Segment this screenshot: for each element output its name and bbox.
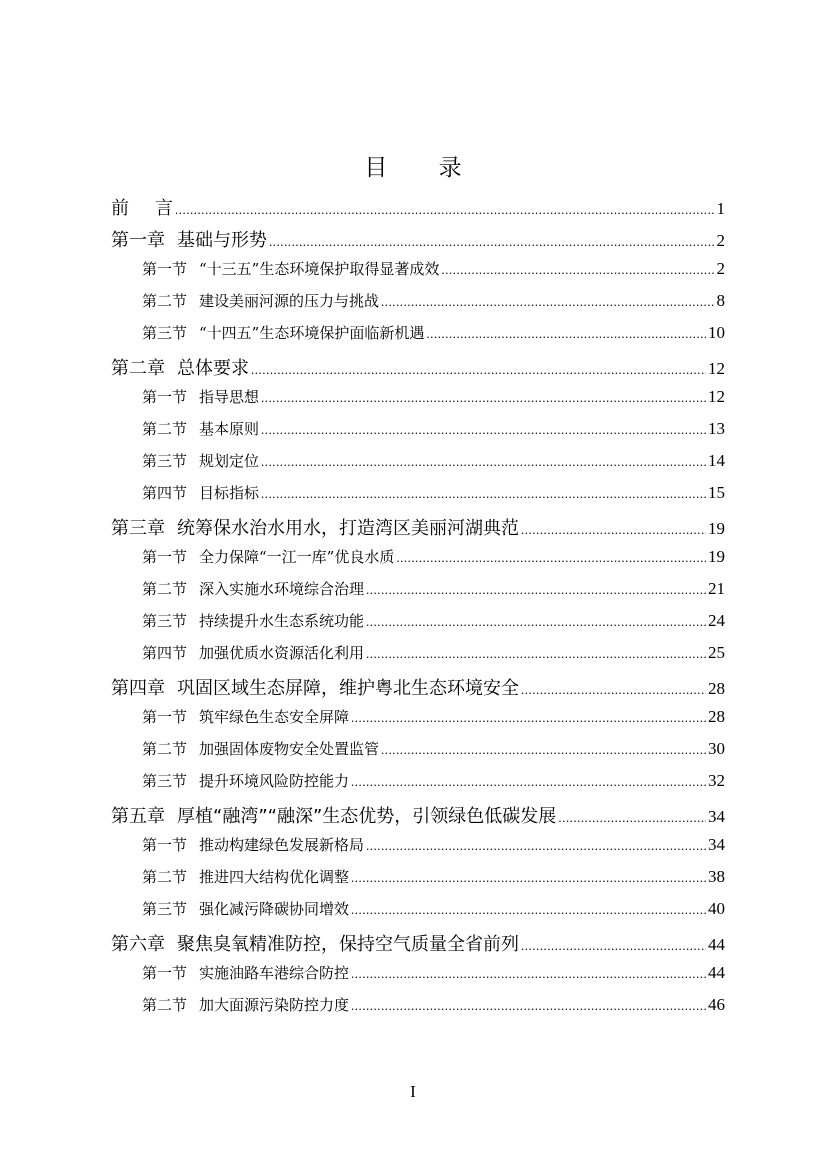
- toc-entry-label: [111, 674, 519, 700]
- toc-entry-number: 第三节: [142, 772, 188, 790]
- toc-entry-title: 加大面源污染防控力度: [199, 996, 350, 1014]
- toc-entry-label: [142, 898, 349, 919]
- toc-chapter-entry[interactable]: [111, 798, 725, 830]
- toc-entry-label: [142, 546, 394, 567]
- toc-entry-title: “十四五”生态环境保护面临新机遇: [199, 324, 425, 342]
- toc-entry-page-number: 25: [708, 643, 725, 662]
- toc-entry-label: [142, 770, 349, 791]
- toc-entry-number: 第三节: [142, 452, 188, 470]
- toc-entry-title: 厚植“融湾”“融深”生态优势，引领绿色低碳发展: [177, 806, 557, 827]
- toc-chapter-entry[interactable]: [111, 190, 725, 222]
- toc-entry-number: 第一节: [142, 964, 188, 982]
- toc-entry-label: [142, 258, 439, 279]
- toc-entry-title: 提升环境风险防控能力: [199, 772, 350, 790]
- dot-leader: [381, 742, 706, 758]
- toc-section-entry[interactable]: [111, 414, 725, 446]
- toc-entry-page-number: 34: [708, 835, 725, 854]
- toc-entry-label: [111, 226, 267, 252]
- toc-section-entry[interactable]: [111, 478, 725, 510]
- toc-chapter-entry[interactable]: [111, 222, 725, 254]
- toc-entry-number: 第一节: [142, 708, 188, 726]
- toc-entry-page-number: 19: [708, 519, 725, 538]
- toc-entry-title: 规划定位: [199, 452, 260, 470]
- toc-entry-page-number: 44: [708, 935, 725, 954]
- toc-entry-page-number: 32: [708, 771, 725, 790]
- dot-leader: [366, 582, 706, 598]
- toc-entry-page-number: 46: [708, 995, 725, 1014]
- toc-entry-title: “十三五”生态环境保护取得显著成效: [199, 260, 440, 278]
- toc-entry-page-number: 12: [708, 387, 725, 406]
- toc-entry-label: [142, 290, 379, 311]
- toc-entry-label: [111, 802, 556, 828]
- toc-entry-page-number: 40: [708, 899, 725, 918]
- toc-entry-page-number: 38: [708, 867, 725, 886]
- dot-leader: [426, 326, 706, 342]
- toc-entry-label: [142, 962, 349, 983]
- toc-entry-label: [142, 866, 349, 887]
- page-title: 目 录: [364, 155, 484, 181]
- toc-entry-number: 第一节: [142, 388, 188, 406]
- toc-entry-number: 第二节: [142, 996, 188, 1014]
- toc-section-entry[interactable]: [111, 990, 725, 1022]
- toc-entry-page-number: 14: [708, 451, 725, 470]
- toc-section-entry[interactable]: [111, 734, 725, 766]
- dot-leader: [521, 522, 706, 538]
- toc-chapter-entry[interactable]: [111, 350, 725, 382]
- dot-leader: [261, 422, 706, 438]
- toc-entry-label: [142, 994, 349, 1015]
- toc-entry-page-number: 10: [708, 323, 725, 342]
- toc-entry-label: [111, 194, 173, 220]
- toc-entry-title: 筑牢绿色生态安全屏障: [199, 708, 350, 726]
- toc-entry-label: [142, 482, 259, 503]
- toc-entry-number: 第四节: [142, 484, 188, 502]
- toc-entry-number: 第三节: [142, 900, 188, 918]
- footer-page-number: I: [410, 1082, 416, 1101]
- toc-entry-page-number: 19: [708, 547, 725, 566]
- toc-section-entry[interactable]: [111, 638, 725, 670]
- dot-leader: [351, 710, 706, 726]
- toc-entry-title: 建设美丽河源的压力与挑战: [199, 292, 380, 310]
- toc-entry-title: 持续提升水生态系统功能: [199, 612, 365, 630]
- dot-leader: [351, 902, 706, 918]
- toc-entry-label: [142, 834, 364, 855]
- toc-entry-title: 基础与形势: [177, 230, 267, 251]
- toc-entry-title: 实施油路车港综合防控: [199, 964, 350, 982]
- toc-entry-title: 统筹保水治水用水，打造湾区美丽河湖典范: [177, 518, 519, 539]
- toc-entry-page-number: 12: [708, 359, 725, 378]
- toc-section-entry[interactable]: [111, 830, 725, 862]
- toc-entry-label: [142, 450, 259, 471]
- dot-leader: [441, 262, 714, 278]
- toc-chapter-entry[interactable]: [111, 510, 725, 542]
- dot-leader: [251, 362, 706, 378]
- toc-entry-number: 第一节: [142, 260, 188, 278]
- toc-entry-page-number: 8: [716, 291, 725, 310]
- toc-entry-number: 第二章: [111, 358, 165, 379]
- toc-entry-number: 第三节: [142, 612, 188, 630]
- toc-entry-title: 加强固体废物安全处置监管: [199, 740, 380, 758]
- toc-section-entry[interactable]: [111, 862, 725, 894]
- toc-entry-number: 第四节: [142, 644, 188, 662]
- dot-leader: [351, 774, 706, 790]
- toc-entry-title: 基本原则: [199, 420, 260, 438]
- toc-entry-number: 第四章: [111, 678, 165, 699]
- toc-entry-label: [111, 930, 519, 956]
- toc-section-entry[interactable]: [111, 574, 725, 606]
- dot-leader: [558, 810, 706, 826]
- toc-chapter-entry[interactable]: [111, 670, 725, 702]
- toc-entry-number: 第五章: [111, 806, 165, 827]
- toc-entry-number: 第二节: [142, 868, 188, 886]
- toc-entry-number: 第二节: [142, 292, 188, 310]
- dot-leader: [366, 646, 706, 662]
- toc-entry-number: 第二节: [142, 420, 188, 438]
- toc-entry-number: 前: [111, 198, 129, 219]
- dot-leader: [175, 202, 715, 218]
- toc-section-entry[interactable]: [111, 318, 725, 350]
- toc-entry-title: 总体要求: [177, 358, 249, 379]
- toc-entry-page-number: 24: [708, 611, 725, 630]
- toc-section-entry[interactable]: [111, 382, 725, 414]
- toc-entry-page-number: 2: [716, 259, 725, 278]
- toc-entry-page-number: 2: [716, 231, 725, 250]
- toc-chapter-entry[interactable]: [111, 926, 725, 958]
- dot-leader: [351, 966, 706, 982]
- dot-leader: [261, 486, 706, 502]
- toc-section-entry[interactable]: [111, 254, 725, 286]
- toc-entry-number: 第三节: [142, 324, 188, 342]
- toc-entry-title: 深入实施水环境综合治理: [199, 580, 365, 598]
- toc-entry-number: 第一节: [142, 836, 188, 854]
- toc-entry-page-number: 28: [708, 679, 725, 698]
- toc-entry-page-number: 15: [708, 483, 725, 502]
- toc-entry-title: 聚焦臭氧精准防控，保持空气质量全省前列: [177, 934, 519, 955]
- toc-entry-title: 目标指标: [199, 484, 260, 502]
- toc-entry-page-number: 13: [708, 419, 725, 438]
- toc-entry-page-number: 44: [708, 963, 725, 982]
- toc-entry-title: 加强优质水资源活化利用: [199, 644, 365, 662]
- toc-entry-label: [142, 418, 259, 439]
- dot-leader: [521, 682, 706, 698]
- toc-entry-title: 巩固区域生态屏障，维护粤北生态环境安全: [177, 678, 519, 699]
- toc-entry-number: 第二节: [142, 580, 188, 598]
- dot-leader: [261, 390, 706, 406]
- dot-leader: [366, 614, 706, 630]
- toc-section-entry[interactable]: [111, 958, 725, 990]
- toc-entry-number: 第三章: [111, 518, 165, 539]
- dot-leader: [269, 234, 715, 250]
- dot-leader: [261, 454, 706, 470]
- toc-entry-label: [142, 610, 364, 631]
- toc-section-entry[interactable]: [111, 286, 725, 318]
- toc-entry-number: 第六章: [111, 934, 165, 955]
- toc-section-entry[interactable]: [111, 542, 725, 574]
- dot-leader: [351, 870, 706, 886]
- toc-entry-number: 第一节: [142, 548, 188, 566]
- toc-entry-title: 言: [155, 198, 173, 219]
- toc-entry-number: 第二节: [142, 740, 188, 758]
- dot-leader: [396, 550, 706, 566]
- toc-entry-title: 推动构建绿色发展新格局: [199, 836, 365, 854]
- dot-leader: [351, 998, 706, 1014]
- toc-entry-label: [142, 738, 379, 759]
- toc-section-entry[interactable]: [111, 702, 725, 734]
- dot-leader: [381, 294, 714, 310]
- toc-entry-number: 第一章: [111, 230, 165, 251]
- toc-entry-title: 强化减污降碳协同增效: [199, 900, 350, 918]
- toc-entry-label: [111, 354, 249, 380]
- toc-entry-label: [142, 386, 259, 407]
- toc-section-entry[interactable]: [111, 766, 725, 798]
- table-of-contents: [111, 190, 725, 1022]
- toc-section-entry[interactable]: [111, 894, 725, 926]
- toc-entry-page-number: 21: [708, 579, 725, 598]
- toc-entry-label: [142, 642, 364, 663]
- toc-section-entry[interactable]: [111, 606, 725, 638]
- toc-entry-label: [111, 514, 519, 540]
- toc-entry-page-number: 34: [708, 807, 725, 826]
- dot-leader: [521, 938, 706, 954]
- toc-entry-label: [142, 706, 349, 727]
- toc-entry-label: [142, 578, 364, 599]
- toc-entry-title: 指导思想: [199, 388, 260, 406]
- dot-leader: [366, 838, 706, 854]
- toc-entry-title: 全力保障“一江一库”优良水质: [199, 548, 395, 566]
- toc-entry-label: [142, 322, 424, 343]
- toc-entry-title: 推进四大结构优化调整: [199, 868, 350, 886]
- toc-entry-page-number: 28: [708, 707, 725, 726]
- toc-entry-page-number: 30: [708, 739, 725, 758]
- toc-entry-page-number: 1: [716, 199, 725, 218]
- toc-section-entry[interactable]: [111, 446, 725, 478]
